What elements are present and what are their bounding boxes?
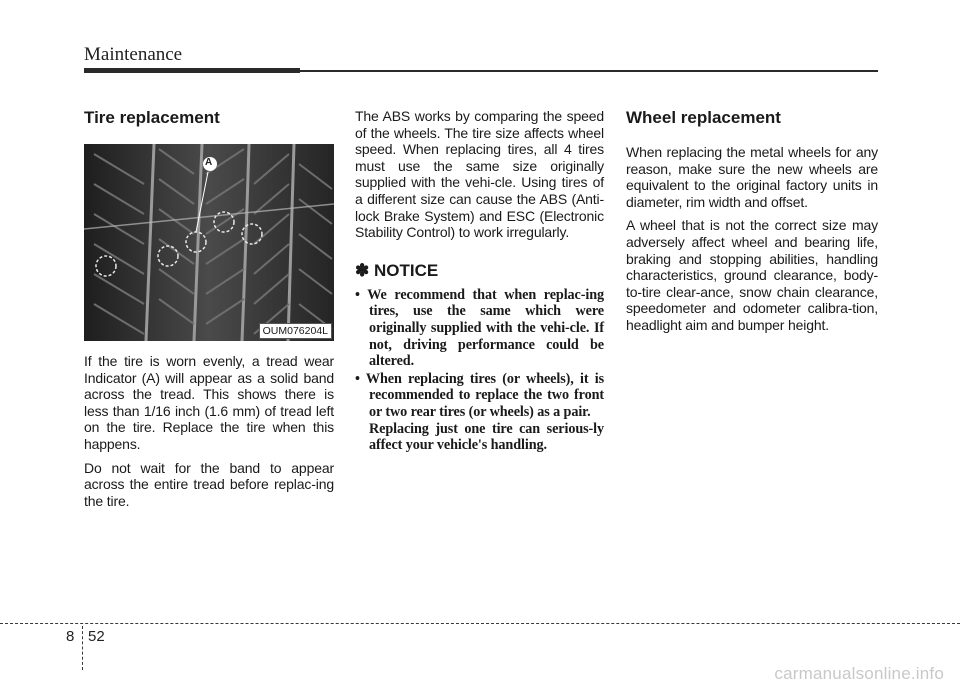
notice-heading xyxy=(355,261,604,281)
wheel-replacement-heading: Wheel replacement xyxy=(626,108,781,127)
right-column xyxy=(626,108,878,341)
tire-tread-figure xyxy=(84,144,334,341)
page-header-title: Maintenance xyxy=(84,44,183,65)
chapter-number: 8 xyxy=(66,628,75,645)
tire-wear-paragraph: If the tire is worn evenly, a tread wear Indicator (A) will appear as a solid band across the tread. This shows there is less than 1/16 inch (1.6 mm) of tread left on the tire. Replace the tire when this happens. xyxy=(84,353,334,452)
header-rule-thick xyxy=(84,68,300,73)
notice-item xyxy=(355,287,604,370)
figure-caption: OUM076204L xyxy=(259,323,332,339)
notice-item-extra: Replacing just one tire can serious-ly affect your vehicle's handling. xyxy=(369,420,604,454)
notice-title: NOTICE xyxy=(373,260,439,280)
notice-item-text: We recommend that when replac-ing tires, use the same which were originally supplied with the vehi-cle. If not, driving performance could be altered. xyxy=(367,286,604,370)
left-column xyxy=(84,108,334,516)
page-number: 52 xyxy=(88,628,105,645)
wheel-equivalent-paragraph: When replacing the metal wheels for any reason, make sure the new wheels are equivalent to the original factory units in diameter, rim width and offset. xyxy=(626,144,878,210)
abs-paragraph: The ABS works by comparing the speed of the wheels. The tire size affects wheel speed. When replacing tires, all 4 tires must use the same size originally supplied with the vehi-cle. Using tires of a different size can cause the ABS (Anti-lock Brake System) and ESC (Electronic Stability Control) to work irregularly. xyxy=(355,108,604,241)
notice-symbol-icon: ✽ xyxy=(355,260,370,280)
tire-wait-paragraph: Do not wait for the band to appear across the entire tread before replac-ing the tire. xyxy=(84,459,334,509)
watermark: carmanualsonline.info xyxy=(774,664,944,683)
wheel-size-paragraph: A wheel that is not the correct size may adversely affect wheel and bearing life, braking and stopping abilities, handling characteristics, ground clearance, body-to-tire clear-ance, snow chain clearance, speedometer and odometer calibra-tion, headlight aim and bumper height. xyxy=(626,217,878,333)
tire-replacement-heading: Tire replacement xyxy=(84,108,220,127)
header-rule-thin xyxy=(300,70,878,72)
notice-item-text: When replacing tires (or wheels), it is recommended to replace the two front or two rear tires (or wheels) as a pair. xyxy=(365,370,604,420)
footer-divider xyxy=(82,626,83,670)
notice-list xyxy=(355,287,604,454)
notice-item xyxy=(355,371,604,454)
bullet: • xyxy=(355,370,360,387)
bullet: • xyxy=(355,286,360,303)
footer-rule xyxy=(0,623,960,624)
tire-tread-illustration xyxy=(84,144,334,341)
marker-a-label: A xyxy=(205,157,213,168)
middle-column xyxy=(355,108,604,455)
